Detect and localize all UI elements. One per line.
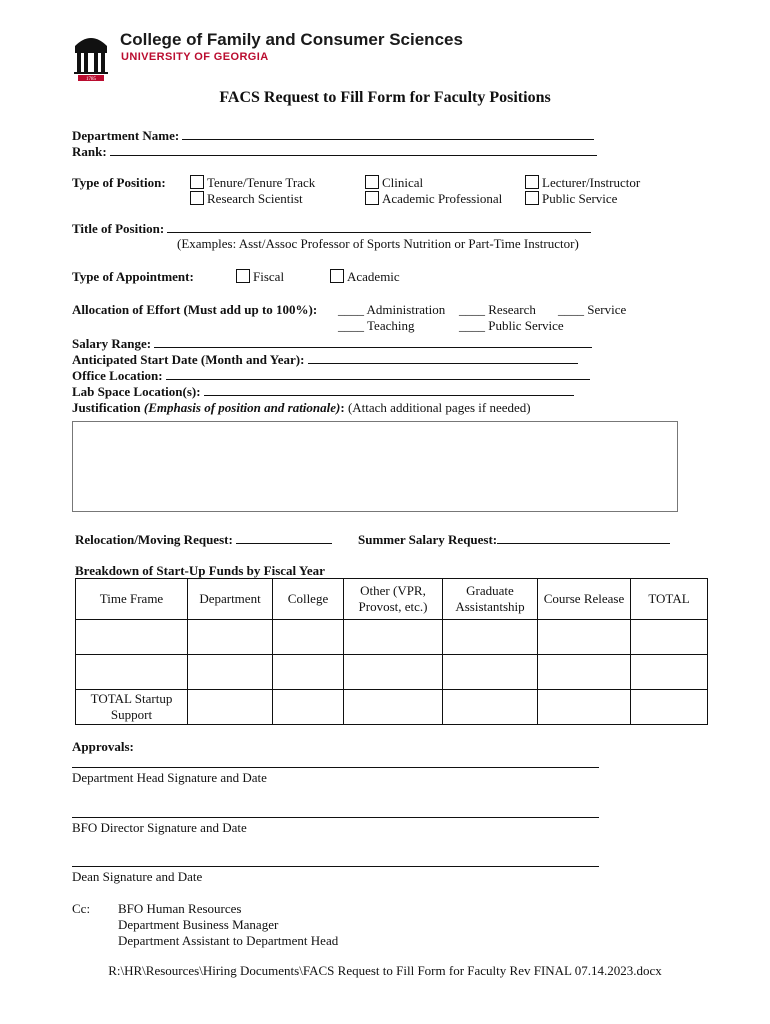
justification-row: Justification (Emphasis of position and rationale): (Attach additional pages if needed) bbox=[72, 400, 531, 415]
table-cell[interactable] bbox=[76, 620, 188, 655]
table-header: Course Release bbox=[538, 579, 631, 620]
relocation-row bbox=[75, 531, 332, 548]
checkbox-icon[interactable] bbox=[365, 191, 379, 205]
justification-emphasis: (Emphasis of position and rationale) bbox=[143, 400, 341, 415]
table-total-row bbox=[76, 690, 708, 725]
page-title: FACS Request to Fill Form for Faculty Positions bbox=[219, 89, 551, 106]
allocation-administration[interactable]: ____ Administration bbox=[338, 302, 446, 317]
table-cell[interactable] bbox=[273, 655, 344, 690]
table-header: Department bbox=[188, 579, 273, 620]
table-cell[interactable] bbox=[344, 620, 443, 655]
table-header: Time Frame bbox=[76, 579, 188, 620]
table-cell[interactable] bbox=[344, 655, 443, 690]
university-name: UNIVERSITY OF GEORGIA bbox=[121, 51, 269, 63]
table-cell[interactable] bbox=[188, 690, 273, 725]
cc-label: Cc: bbox=[72, 901, 91, 916]
checkbox-icon[interactable] bbox=[525, 175, 539, 189]
lab-space-row bbox=[72, 383, 574, 400]
title-of-position-field[interactable] bbox=[167, 220, 591, 233]
table-cell[interactable] bbox=[443, 655, 538, 690]
justification-note: (Attach additional pages if needed) bbox=[347, 400, 531, 415]
rank-field[interactable] bbox=[110, 143, 597, 156]
option-clinical[interactable]: Clinical bbox=[365, 175, 423, 191]
signature-label: Dean Signature and Date bbox=[72, 869, 203, 884]
table-cell[interactable] bbox=[273, 690, 344, 725]
signature-label: BFO Director Signature and Date bbox=[72, 820, 247, 835]
option-fiscal[interactable]: Fiscal bbox=[236, 269, 284, 285]
table-cell[interactable] bbox=[188, 620, 273, 655]
table-row bbox=[76, 620, 708, 655]
footer-file-path: R:\HR\Resources\Hiring Documents\FACS Request to Fill Form for Faculty Rev FINAL 07.14.2023.docx bbox=[108, 963, 662, 978]
table-cell[interactable] bbox=[631, 690, 708, 725]
allocation-public-service[interactable]: ____ Public Service bbox=[459, 318, 564, 333]
signature-line-dean[interactable] bbox=[72, 866, 599, 867]
option-lecturer-instructor[interactable]: Lecturer/Instructor bbox=[525, 175, 640, 191]
startup-funds-table bbox=[75, 578, 708, 725]
checkbox-icon[interactable] bbox=[190, 191, 204, 205]
option-academic[interactable]: Academic bbox=[330, 269, 400, 285]
relocation-field[interactable] bbox=[236, 531, 332, 544]
title-of-position-label: Title of Position: bbox=[72, 221, 165, 236]
table-total-label: TOTAL Startup Support bbox=[76, 690, 188, 725]
table-cell[interactable] bbox=[273, 620, 344, 655]
uga-arch-icon bbox=[72, 28, 110, 82]
type-of-appointment-label: Type of Appointment: bbox=[72, 269, 194, 284]
start-date-row bbox=[72, 351, 578, 368]
table-cell[interactable] bbox=[443, 690, 538, 725]
table-cell[interactable] bbox=[538, 690, 631, 725]
title-of-position-row bbox=[72, 220, 591, 237]
checkbox-icon[interactable] bbox=[190, 175, 204, 189]
option-research-scientist[interactable]: Research Scientist bbox=[190, 191, 303, 207]
table-cell[interactable] bbox=[443, 620, 538, 655]
department-name-row bbox=[72, 127, 594, 144]
checkbox-icon[interactable] bbox=[525, 191, 539, 205]
checkbox-icon[interactable] bbox=[236, 269, 250, 283]
office-location-field[interactable] bbox=[166, 367, 590, 380]
salary-range-field[interactable] bbox=[154, 335, 592, 348]
justification-textbox[interactable] bbox=[72, 421, 678, 512]
option-public-service[interactable]: Public Service bbox=[525, 191, 617, 207]
salary-range-row bbox=[72, 335, 592, 352]
justification-label: Justification bbox=[72, 400, 141, 415]
checkbox-icon[interactable] bbox=[330, 269, 344, 283]
signature-line-department-head[interactable] bbox=[72, 767, 599, 768]
title-examples: (Examples: Asst/Assoc Professor of Sports Nutrition or Part-Time Instructor) bbox=[177, 236, 579, 251]
cc-item: BFO Human Resources bbox=[118, 901, 242, 916]
signature-line-bfo-director[interactable] bbox=[72, 817, 599, 818]
cc-item: Department Business Manager bbox=[118, 917, 279, 932]
summer-salary-row bbox=[358, 531, 670, 548]
table-cell[interactable] bbox=[538, 620, 631, 655]
option-tenure-track[interactable]: Tenure/Tenure Track bbox=[190, 175, 315, 191]
lab-space-label: Lab Space Location(s): bbox=[72, 384, 201, 399]
checkbox-icon[interactable] bbox=[365, 175, 379, 189]
option-academic-professional[interactable]: Academic Professional bbox=[365, 191, 502, 207]
rank-row bbox=[72, 143, 597, 160]
table-header: College bbox=[273, 579, 344, 620]
department-name-label: Department Name: bbox=[72, 128, 180, 143]
approvals-label: Approvals: bbox=[72, 739, 134, 754]
rank-label: Rank: bbox=[72, 144, 107, 159]
cc-item: Department Assistant to Department Head bbox=[118, 933, 339, 948]
signature-label: Department Head Signature and Date bbox=[72, 770, 267, 785]
start-date-label: Anticipated Start Date (Month and Year): bbox=[72, 352, 305, 367]
relocation-label: Relocation/Moving Request: bbox=[75, 532, 233, 547]
allocation-research[interactable]: ____ Research bbox=[459, 302, 536, 317]
table-cell[interactable] bbox=[631, 655, 708, 690]
department-name-field[interactable] bbox=[182, 127, 594, 140]
salary-range-label: Salary Range: bbox=[72, 336, 152, 351]
table-cell[interactable] bbox=[538, 655, 631, 690]
office-location-label: Office Location: bbox=[72, 368, 163, 383]
table-row bbox=[76, 655, 708, 690]
allocation-label: Allocation of Effort (Must add up to 100%): bbox=[72, 302, 318, 317]
summer-salary-label: Summer Salary Request: bbox=[358, 532, 498, 547]
table-cell[interactable] bbox=[344, 690, 443, 725]
start-date-field[interactable] bbox=[308, 351, 578, 364]
table-cell[interactable] bbox=[188, 655, 273, 690]
table-header-row bbox=[76, 579, 708, 620]
college-name: College of Family and Consumer Sciences bbox=[120, 30, 463, 49]
table-header: Graduate Assistantship bbox=[443, 579, 538, 620]
office-location-row bbox=[72, 367, 590, 384]
table-header: TOTAL bbox=[631, 579, 708, 620]
logo-year: 1785 bbox=[86, 77, 96, 82]
type-of-position-label: Type of Position: bbox=[72, 175, 166, 190]
summer-salary-field[interactable] bbox=[497, 531, 670, 544]
allocation-service[interactable]: ____ Service bbox=[558, 302, 627, 317]
lab-space-field[interactable] bbox=[204, 383, 574, 396]
breakdown-title: Breakdown of Start-Up Funds by Fiscal Year bbox=[75, 563, 325, 578]
table-header: Other (VPR, Provost, etc.) bbox=[344, 579, 443, 620]
allocation-teaching[interactable]: ____ Teaching bbox=[338, 318, 415, 333]
table-cell[interactable] bbox=[631, 620, 708, 655]
table-cell[interactable] bbox=[76, 655, 188, 690]
